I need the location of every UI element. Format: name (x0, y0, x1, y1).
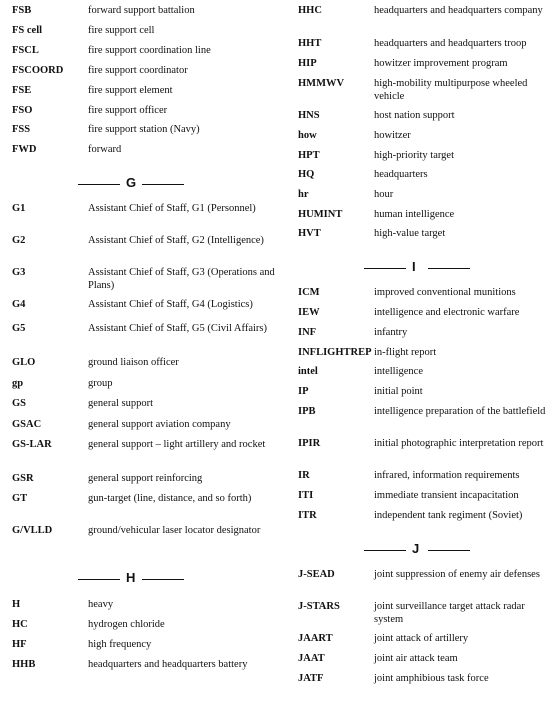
entry-abbreviation: FSO (12, 105, 33, 116)
entry-definition: immediate transient incapacitation (374, 490, 519, 501)
entry-definition: forward (88, 144, 122, 155)
entry-abbreviation: HQ (298, 169, 315, 180)
entry-abbreviation: INF (298, 327, 317, 338)
entry-abbreviation: JAART (298, 633, 333, 644)
entry-definition: joint surveillance target attack radar system (374, 601, 525, 625)
entry-abbreviation: J-SEAD (298, 569, 335, 580)
entry-abbreviation: FS cell (12, 25, 43, 36)
entry-abbreviation: GLO (12, 357, 36, 368)
entry-abbreviation: INFLIGHTREP (298, 347, 372, 358)
section-rule-left (78, 579, 120, 580)
entry-definition: fire support cell (88, 25, 155, 36)
entry-definition: joint amphibious task force (374, 673, 489, 684)
entry-definition: general support (88, 398, 154, 409)
entry-definition: heavy (88, 599, 114, 610)
section-rule-right (428, 550, 470, 551)
entry-abbreviation: G/VLLD (12, 525, 53, 536)
section-rule-right (142, 184, 184, 185)
section-heading-g (12, 176, 278, 192)
section-rule-left (78, 184, 120, 185)
entry-definition: howitzer (374, 130, 411, 141)
entry-abbreviation: HHT (298, 38, 322, 49)
entry-definition: fire support coordinator (88, 65, 188, 76)
entry-definition: ground/vehicular laser locator designator (88, 525, 261, 536)
entry-definition: fire support element (88, 85, 173, 96)
entry-definition: general support – light artillery and rocket (88, 439, 266, 450)
entry-abbreviation: G1 (12, 203, 26, 214)
entry-definition: ground liaison officer (88, 357, 179, 368)
entry-definition: general support reinforcing (88, 473, 203, 484)
entry-definition: high-priority target (374, 150, 454, 161)
entry-abbreviation: HIP (298, 58, 317, 69)
entry-abbreviation: ICM (298, 287, 320, 298)
entry-abbreviation: GSR (12, 473, 34, 484)
entry-definition: independent tank regiment (Soviet) (374, 510, 523, 521)
section-rule-right (142, 579, 184, 580)
entry-abbreviation: J-STARS (298, 601, 340, 612)
entry-definition: fire support officer (88, 105, 168, 116)
entry-definition: hydrogen chloride (88, 619, 165, 630)
entry-definition: headquarters (374, 169, 428, 180)
section-letter: I (412, 259, 416, 274)
entry-definition: fire support coordination line (88, 45, 211, 56)
section-rule-left (364, 550, 406, 551)
section-rule-right (428, 268, 470, 269)
entry-definition: initial photographic interpretation report (374, 438, 544, 449)
entry-definition: improved conventional munitions (374, 287, 516, 298)
entry-definition: intelligence preparation of the battlefield (374, 406, 546, 417)
entry-definition: Assistant Chief of Staff, G1 (Personnel) (88, 203, 256, 214)
entry-abbreviation: IPIR (298, 438, 321, 449)
entry-abbreviation: HHB (12, 659, 36, 670)
entry-definition: headquarters and headquarters company (374, 5, 543, 16)
entry-abbreviation: hr (298, 189, 309, 200)
entry-abbreviation: intel (298, 366, 318, 377)
entry-definition: joint air attack team (374, 653, 458, 664)
entry-abbreviation: HPT (298, 150, 320, 161)
entry-definition: joint suppression of enemy air defenses (374, 569, 540, 580)
entry-abbreviation: FSB (12, 5, 32, 16)
entry-abbreviation: ITI (298, 490, 314, 501)
entry-definition: intelligence and electronic warfare (374, 307, 520, 318)
entry-definition: high frequency (88, 639, 152, 650)
entry-abbreviation: FWD (12, 144, 37, 155)
entry-abbreviation: HF (12, 639, 27, 650)
entry-abbreviation: G4 (12, 299, 26, 310)
entry-definition: gun-target (line, distance, and so forth) (88, 493, 252, 504)
section-heading-h (12, 571, 278, 587)
entry-definition: host nation support (374, 110, 455, 121)
entry-abbreviation: HMMWV (298, 78, 345, 89)
entry-definition: fire support station (Navy) (88, 124, 200, 135)
section-letter: J (412, 541, 420, 556)
entry-definition: joint attack of artillery (374, 633, 469, 644)
entry-abbreviation: G3 (12, 267, 26, 278)
entry-abbreviation: ITR (298, 510, 317, 521)
entry-abbreviation: FSE (12, 85, 32, 96)
entry-abbreviation: HHC (298, 5, 322, 16)
entry-abbreviation: HUMINT (298, 209, 343, 220)
entry-definition: hour (374, 189, 394, 200)
entry-abbreviation: IR (298, 470, 310, 481)
entry-definition: intelligence (374, 366, 423, 377)
entry-abbreviation: JATF (298, 673, 324, 684)
section-heading-j (298, 542, 548, 558)
entry-abbreviation: HVT (298, 228, 321, 239)
entry-definition: human intelligence (374, 209, 455, 220)
entry-definition: group (88, 378, 113, 389)
entry-abbreviation: FSCL (12, 45, 39, 56)
entry-definition: infrared, information requirements (374, 470, 520, 481)
entry-abbreviation: HNS (298, 110, 320, 121)
entry-definition: Assistant Chief of Staff, G5 (Civil Affairs) (88, 323, 267, 334)
entry-definition: Assistant Chief of Staff, G3 (Operations and Plans) (88, 267, 275, 291)
entry-abbreviation: GSAC (12, 419, 42, 430)
entry-definition: Assistant Chief of Staff, G4 (Logistics) (88, 299, 253, 310)
entry-abbreviation: gp (12, 378, 24, 389)
entry-abbreviation: G5 (12, 323, 26, 334)
entry-definition: forward support battalion (88, 5, 195, 16)
entry-abbreviation: GS (12, 398, 27, 409)
entry-abbreviation: JAAT (298, 653, 325, 664)
entry-definition: headquarters and headquarters battery (88, 659, 248, 670)
entry-abbreviation: H (12, 599, 21, 610)
entry-abbreviation: how (298, 130, 317, 141)
entry-abbreviation: IP (298, 386, 309, 397)
entry-definition: high-value target (374, 228, 446, 239)
section-letter: H (126, 570, 136, 585)
entry-definition: howitzer improvement program (374, 58, 508, 69)
entry-definition: general support aviation company (88, 419, 231, 430)
entry-abbreviation: IEW (298, 307, 320, 318)
entry-definition: in-flight report (374, 347, 437, 358)
entry-abbreviation: G2 (12, 235, 26, 246)
section-letter: G (126, 175, 137, 190)
entry-abbreviation: FSS (12, 124, 31, 135)
entry-abbreviation: GT (12, 493, 28, 504)
entry-definition: Assistant Chief of Staff, G2 (Intelligence) (88, 235, 264, 246)
entry-definition: high-mobility multipurpose wheeled vehicle (374, 78, 528, 102)
entry-abbreviation: GS-LAR (12, 439, 52, 450)
entry-abbreviation: FSCOORD (12, 65, 64, 76)
entry-definition: headquarters and headquarters troop (374, 38, 527, 49)
section-rule-left (364, 268, 406, 269)
entry-definition: infantry (374, 327, 408, 338)
entry-abbreviation: HC (12, 619, 28, 630)
section-heading-i (298, 260, 548, 276)
entry-abbreviation: IPB (298, 406, 316, 417)
entry-definition: initial point (374, 386, 423, 397)
